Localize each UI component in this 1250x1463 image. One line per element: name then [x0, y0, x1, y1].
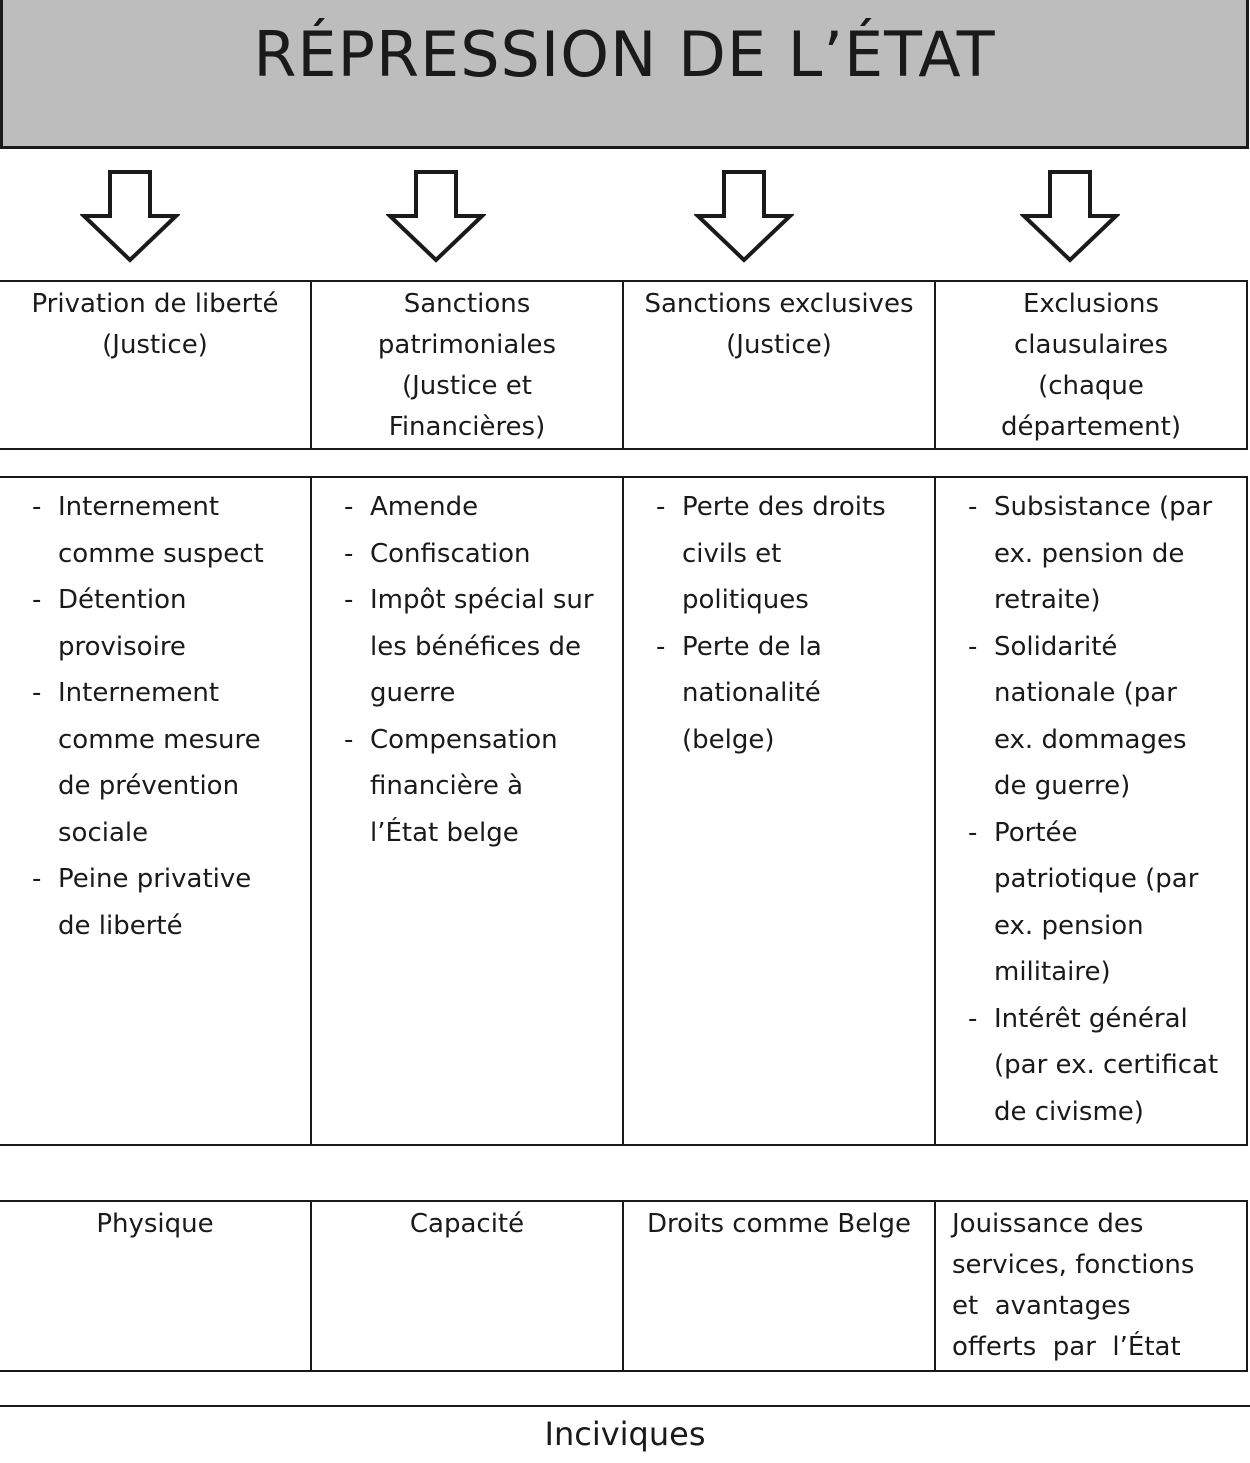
- footer-line: Physique: [96, 1209, 214, 1239]
- item-line: Intérêt général: [994, 1003, 1188, 1034]
- bullet-dash: -: [32, 492, 42, 522]
- measures-clausulaires: [934, 478, 1248, 1144]
- item-line: comme suspect: [58, 538, 264, 569]
- footer-line: Droits comme Belge: [647, 1209, 911, 1239]
- header-line: patrimoniales: [377, 330, 557, 360]
- category-header-row: [0, 280, 1248, 450]
- list-item: [936, 810, 1246, 996]
- list-item: [312, 577, 622, 717]
- header-privation: [0, 282, 310, 448]
- list-item: [624, 624, 934, 764]
- list-item: [0, 670, 310, 856]
- bullet-dash: -: [32, 678, 42, 708]
- bottom-label: Inciviques: [544, 1415, 706, 1453]
- header-line: Sanctions exclusives: [644, 289, 914, 319]
- measures-patrimoniales: [310, 478, 622, 1144]
- item-line: guerre: [370, 678, 456, 708]
- item-line: militaire): [994, 957, 1111, 987]
- item-line: les bénéfices de: [370, 631, 581, 662]
- diagram-title: RÉPRESSION DE L’ÉTAT: [253, 17, 996, 91]
- bottom-divider: [0, 1405, 1250, 1407]
- measures-row: [0, 476, 1248, 1146]
- item-line: nationalité: [682, 678, 821, 708]
- item-line: de civisme): [994, 1096, 1144, 1127]
- item-line: ex. pension de: [994, 538, 1185, 569]
- item-line: Peine privative: [58, 864, 252, 894]
- affected-row: [0, 1200, 1248, 1372]
- list-item: [312, 484, 622, 531]
- item-line: Portée: [994, 817, 1078, 848]
- bullet-dash: -: [968, 631, 978, 662]
- bullet-dash: -: [656, 492, 666, 522]
- header-line: (chaque: [1038, 371, 1144, 401]
- bullet-dash: -: [968, 817, 978, 848]
- down-arrow-icon: [1020, 170, 1120, 264]
- item-line: (belge): [682, 724, 775, 755]
- header-exclusives: [622, 282, 934, 448]
- item-line: ex. pension: [994, 910, 1144, 941]
- item-line: sociale: [58, 817, 149, 848]
- footer-line: offerts par l’État: [952, 1332, 1181, 1362]
- bullet-dash: -: [656, 631, 666, 662]
- bullet-dash: -: [344, 538, 354, 569]
- item-line: Subsistance (par: [994, 492, 1213, 522]
- list-item: [624, 484, 934, 624]
- title-box: [0, 0, 1249, 149]
- down-arrow-icon: [386, 170, 486, 264]
- item-line: nationale (par: [994, 678, 1177, 708]
- header-line: (Justice): [102, 330, 208, 360]
- footer-jouissance: [934, 1202, 1248, 1370]
- header-patrimoniales: [310, 282, 622, 448]
- item-line: ex. dommages: [994, 724, 1187, 755]
- measures-privation: [0, 478, 310, 1144]
- header-line: Sanctions: [403, 289, 531, 319]
- item-line: provisoire: [58, 631, 186, 662]
- item-line: Internement: [58, 492, 220, 522]
- footer-line: et avantages: [952, 1291, 1131, 1321]
- item-line: Compensation: [370, 724, 558, 755]
- footer-droits: [622, 1202, 934, 1370]
- list-item: [936, 996, 1246, 1136]
- list-item: [0, 856, 310, 949]
- bullet-dash: -: [32, 864, 42, 894]
- item-line: l’État belge: [370, 817, 519, 848]
- item-line: Perte de la: [682, 631, 822, 662]
- list-item: [312, 717, 622, 857]
- item-line: Confiscation: [370, 538, 531, 569]
- down-arrow-icon: [694, 170, 794, 264]
- item-line: patriotique (par: [994, 864, 1199, 894]
- item-line: Impôt spécial sur: [370, 585, 594, 615]
- item-line: civils et: [682, 538, 782, 569]
- item-line: de guerre): [994, 771, 1131, 801]
- bullet-dash: -: [968, 1003, 978, 1034]
- item-line: (par ex. certificat: [994, 1050, 1219, 1080]
- footer-line: services, fonctions: [952, 1250, 1195, 1280]
- measures-list: [312, 478, 622, 856]
- item-line: Solidarité: [994, 631, 1118, 662]
- header-line: (Justice et: [402, 371, 532, 401]
- item-line: Amende: [370, 492, 479, 522]
- footer-line: Capacité: [409, 1209, 525, 1239]
- down-arrow-icon: [80, 170, 180, 264]
- bullet-dash: -: [32, 585, 42, 615]
- footer-capacite: [310, 1202, 622, 1370]
- item-line: Internement: [58, 678, 220, 708]
- bullet-dash: -: [344, 585, 354, 615]
- list-item: [0, 484, 310, 577]
- bullet-dash: -: [344, 724, 354, 755]
- measures-list: [936, 478, 1246, 1135]
- item-line: comme mesure: [58, 724, 261, 755]
- footer-physique: [0, 1202, 310, 1370]
- item-line: de prévention: [58, 771, 240, 801]
- item-line: de liberté: [58, 910, 183, 941]
- item-line: Détention: [58, 585, 187, 615]
- item-line: politiques: [682, 585, 809, 615]
- bullet-dash: -: [968, 492, 978, 522]
- bullet-dash: -: [344, 492, 354, 522]
- item-line: financière à: [370, 771, 524, 801]
- measures-list: [0, 478, 310, 949]
- item-line: Perte des droits: [682, 492, 886, 522]
- header-line: clausulaires: [1014, 330, 1168, 360]
- measures-list: [624, 478, 934, 763]
- list-item: [312, 531, 622, 578]
- list-item: [936, 624, 1246, 810]
- measures-exclusives: [622, 478, 934, 1144]
- list-item: [936, 484, 1246, 624]
- header-clausulaires: [934, 282, 1248, 448]
- header-line: département): [1001, 412, 1181, 442]
- list-item: [0, 577, 310, 670]
- header-line: (Justice): [726, 330, 832, 360]
- footer-line: Jouissance des: [952, 1209, 1144, 1239]
- item-line: retraite): [994, 585, 1101, 615]
- header-line: Financières): [388, 412, 546, 442]
- header-line: Privation de liberté: [31, 289, 279, 319]
- header-line: Exclusions: [1022, 289, 1160, 319]
